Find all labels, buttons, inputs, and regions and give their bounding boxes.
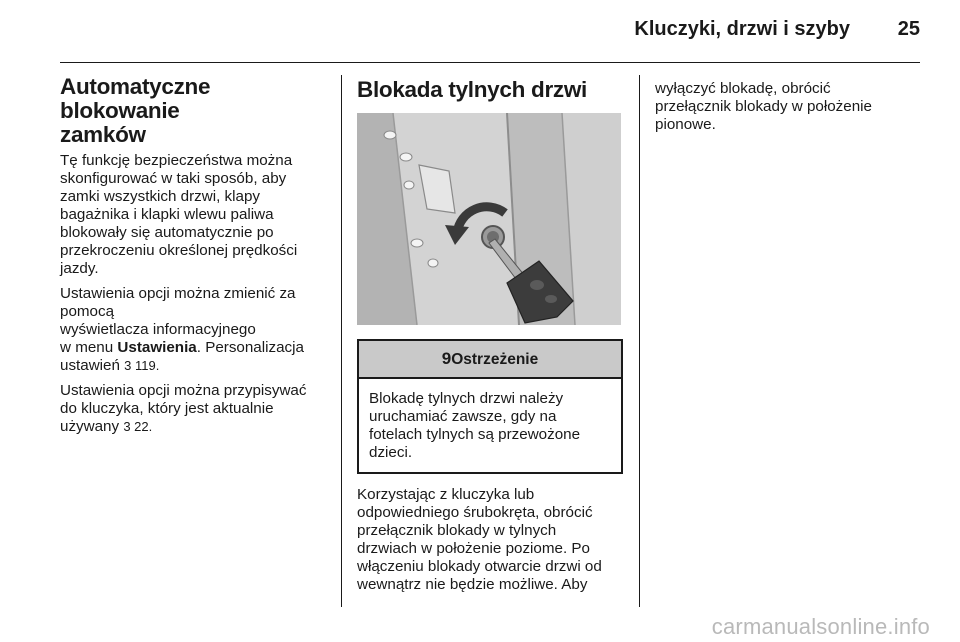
warning-header [359,341,621,379]
column-divider-left [341,75,342,607]
column-child-lock [357,75,627,601]
text-line: pionowe. [655,116,716,133]
text-line: wyświetlacza informacyjnego [60,321,256,338]
text-fragment: ustawień [60,357,125,374]
text-line: Ustawienia opcji można przypisywać [60,382,307,399]
page-reference-number: 119. [131,358,160,373]
text-line: zamki wszystkich drzwi, klapy [60,188,261,205]
text-line: wewnątrz nie będzie możliwe. Aby [357,576,588,593]
page-reference-icon[interactable] [123,419,152,434]
text-line: przekroczeniu określonej prędkości [60,242,298,259]
column-divider-right [639,75,640,607]
page-reference-icon[interactable] [124,358,159,373]
text-line: włączeniu blokady otwarcie drzwi od [357,558,602,575]
text-line: przełącznik blokady w tylnych [357,522,557,539]
text-line: Blokadę tylnych drzwi należy [369,390,564,407]
paragraph-unlock-instructions [655,80,925,134]
door-lock-drawing [357,113,621,325]
warning-title: Ostrzeżenie [451,351,539,368]
heading-line: Automatyczne blokowanie [60,74,211,123]
paragraph-settings-menu [60,285,332,375]
text-line: skonfigurować w taki sposób, aby [60,170,287,187]
text-line: bagażnika i klapki wlewu paliwa [60,206,274,223]
paragraph-feature-description [60,152,332,278]
text-line: fotelach tylnych są przewożone [369,426,581,443]
text-line: Korzystając z kluczyka lub [357,486,535,503]
text-fragment: w menu [60,339,118,356]
text-line: pomocą [60,303,115,320]
column-auto-locking [60,75,332,443]
paragraph-child-lock-instructions [357,486,627,594]
watermark: carmanualsonline.info [711,614,930,639]
warning-box [357,339,623,474]
text-fragment: . Personalizacja [196,339,304,356]
text-fragment: używany [60,418,124,435]
warning-triangle-icon: 9 [441,349,452,368]
text-line: dzieci. [369,444,413,461]
text-line: wyłączyć blokadę, obrócić [655,80,831,97]
door-lock-illustration [357,113,621,325]
text-line: przełącznik blokady w położenie [655,98,872,115]
text-line: Ustawienia opcji można zmienić za [60,285,296,302]
page-reference-symbol: 3 [123,419,131,434]
text-line: uruchamiać zawsze, gdy na [369,408,557,425]
column-continuation [655,80,925,141]
warning-body [359,379,621,472]
section-heading-child-lock: Blokada tylnych drzwi [357,77,588,102]
page-number: 25 [897,18,920,40]
heading-line: zamków [60,122,146,147]
header-rule [60,62,920,63]
section-heading-auto-locking [60,75,332,147]
text-line: drzwiach w położenie poziome. Po [357,540,590,557]
paragraph-key-assignment [60,382,332,436]
menu-name-settings: Ustawienia [117,339,197,356]
text-line: Tę funkcję bezpieczeństwa można [60,152,293,169]
page-reference-symbol: 3 [124,358,132,373]
page-reference-number: 22. [130,419,153,434]
text-line: jazdy. [60,260,99,277]
text-line: blokowały się automatycznie po [60,224,274,241]
text-line: do kluczyka, który jest aktualnie [60,400,274,417]
text-line: odpowiedniego śrubokręta, obrócić [357,504,593,521]
running-header-title: Kluczyki, drzwi i szyby [634,18,850,40]
